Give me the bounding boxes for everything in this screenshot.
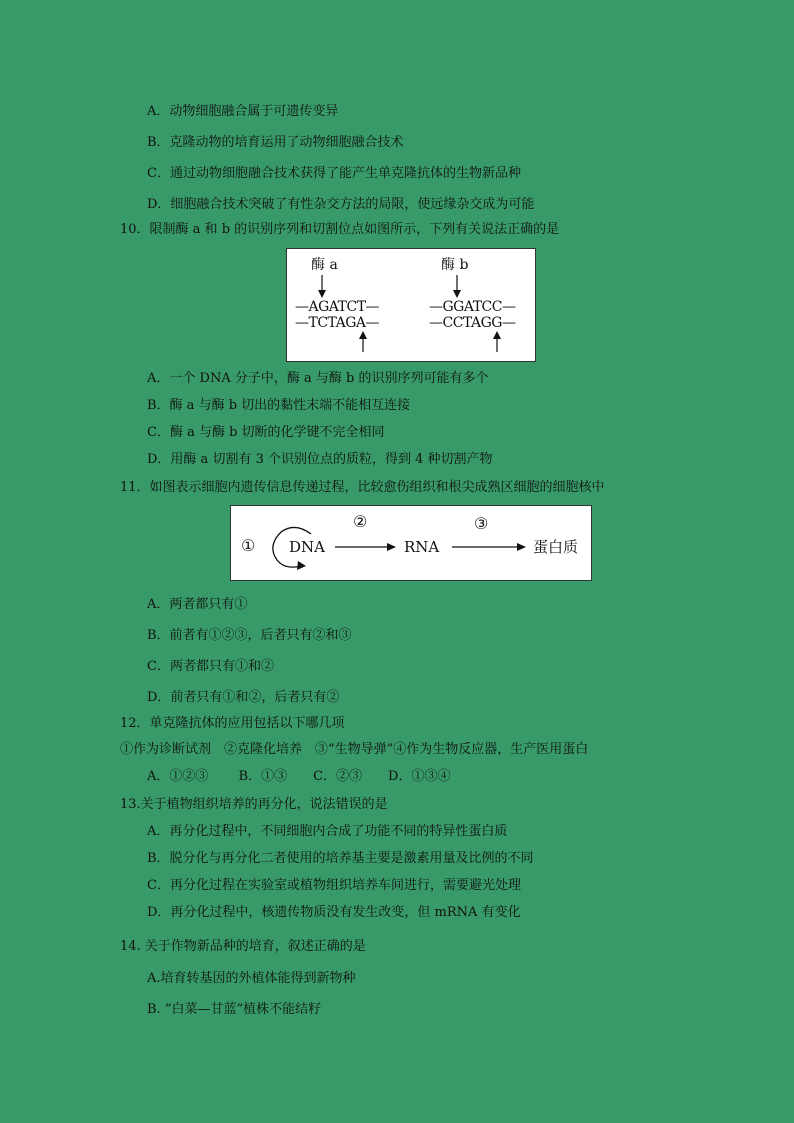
q11-option-c: C．两者都只有①和② — [147, 659, 274, 674]
enzyme-a-top-strand: —AGATCT— — [295, 299, 380, 315]
q11-option-a: A．两者都只有① — [147, 597, 248, 612]
q13-option-a: A．再分化过程中，不同细胞内合成了功能不同的特异性蛋白质 — [147, 824, 508, 839]
q10-stem: 10．限制酶 a 和 b 的识别序列和切割位点如图所示，下列有关说法正确的是 — [120, 222, 560, 237]
q9-option-a: A．动物细胞融合属于可遗传变异 — [147, 104, 339, 119]
dna-label: DNA — [289, 538, 325, 556]
enzyme-b-top-strand: —GGATCC— — [429, 299, 516, 315]
process-1-label: ① — [241, 536, 256, 555]
q10-option-a: A．一个 DNA 分子中，酶 a 与酶 b 的识别序列可能有多个 — [147, 371, 489, 386]
enzyme-b-label: 酶 b — [441, 257, 469, 273]
rna-label: RNA — [404, 538, 440, 556]
q10-option-d: D．用酶 a 切割有 3 个识别位点的质粒，得到 4 种切割产物 — [147, 452, 493, 467]
q9-option-d: D．细胞融合技术突破了有性杂交方法的局限，使远缘杂交成为可能 — [147, 197, 535, 212]
process-2-label: ② — [353, 512, 368, 531]
q13-option-b: B．脱分化与再分化二者使用的培养基主要是激素用量及比例的不同 — [147, 851, 534, 866]
enzyme-b-bottom-strand: —CCTAGG— — [429, 315, 516, 331]
process-3-label: ③ — [474, 514, 489, 533]
protein-label: 蛋白质 — [533, 538, 579, 556]
q11-option-b: B．前者有①②③，后者只有②和③ — [147, 628, 352, 643]
q10-option-b: B．酶 a 与酶 b 切出的黏性末端不能相互连接 — [147, 398, 411, 413]
central-dogma-figure — [230, 505, 592, 581]
q13-stem: 13.关于植物组织培养的再分化，说法错误的是 — [120, 797, 388, 812]
q13-option-c: C．再分化过程在实验室或植物组织培养车间进行，需要避光处理 — [147, 878, 521, 893]
q9-option-b: B．克隆动物的培育运用了动物细胞融合技术 — [147, 135, 404, 150]
q13-option-d: D．再分化过程中，核遗传物质没有发生改变，但 mRNA 有变化 — [147, 905, 521, 920]
restriction-enzyme-figure — [286, 248, 536, 362]
enzyme-a-label: 酶 a — [311, 257, 338, 273]
q12-choices: A．①②③ B．①③ C．②③ D．①③④ — [147, 769, 451, 784]
q12-stem: 12．单克隆抗体的应用包括以下哪几项 — [120, 716, 345, 731]
q12-items: ①作为诊断试剂 ②克隆化培养 ③“生物导弹”④作为生物反应器，生产医用蛋白 — [120, 742, 589, 757]
q10-option-c: C．酶 a 与酶 b 切断的化学键不完全相同 — [147, 425, 385, 440]
q14-option-b: B. “白菜—甘蓝”植株不能结籽 — [147, 1002, 322, 1017]
enzyme-a-bottom-strand: —TCTAGA— — [295, 315, 380, 331]
q14-option-a: A.培育转基因的外植体能得到新物种 — [147, 971, 356, 986]
q11-option-d: D．前者只有①和②，后者只有② — [147, 690, 340, 705]
q11-stem: 11．如图表示细胞内遗传信息传递过程，比较愈伤组织和根尖成熟区细胞的细胞核中 — [120, 480, 605, 495]
q14-stem: 14. 关于作物新品种的培育，叙述正确的是 — [120, 939, 366, 954]
q9-option-c: C．通过动物细胞融合技术获得了能产生单克隆抗体的生物新品种 — [147, 166, 521, 181]
